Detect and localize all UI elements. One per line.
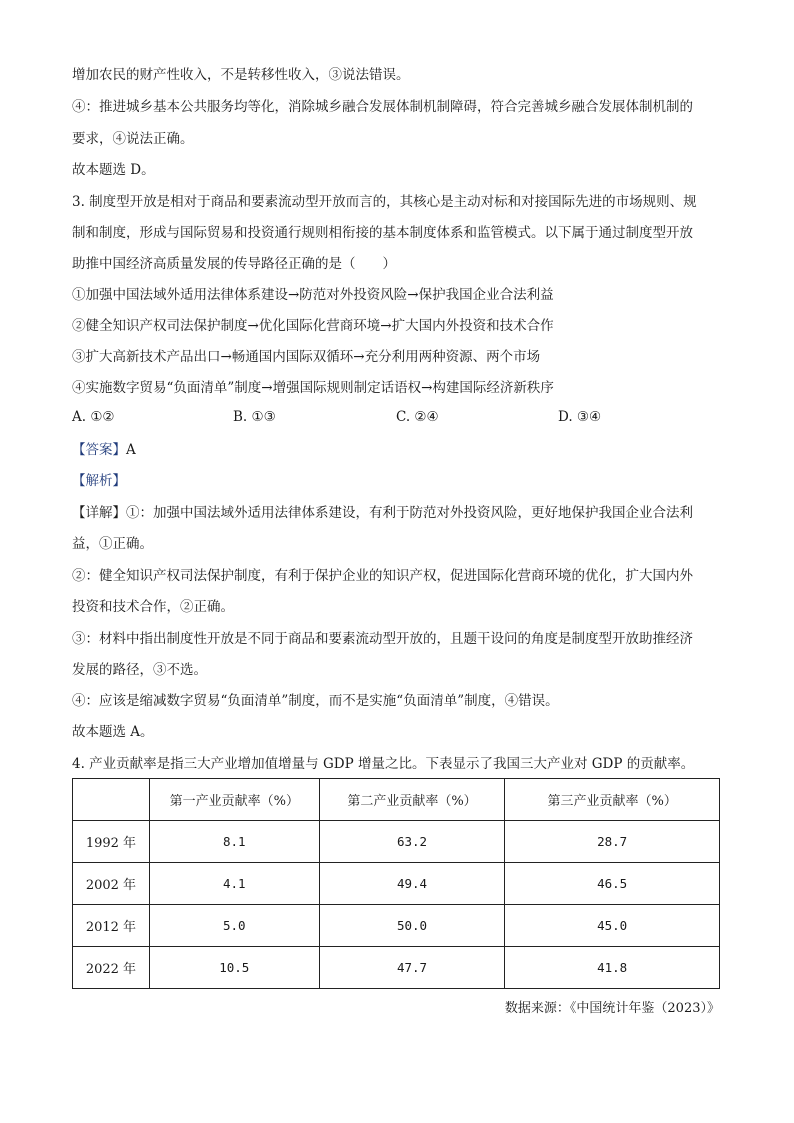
table-cell: 47.7 [319,947,505,989]
detail-line: 发展的路径，③不选。 [72,662,207,678]
table-cell: 5.0 [149,905,319,947]
detail-line: ④：应该是缩减数字贸易“负面清单”制度，而不是实施“负面清单”制度，④错误。 [72,693,559,709]
question-4-stem: 4. 产业贡献率是指三大产业增加值增量与 GDP 增量之比。下表显示了我国三大产业对 GDP 的贡献率。 [72,756,695,772]
table-header-row [73,779,720,821]
detail-line: ③：材料中指出制度性开放是不同于商品和要素流动型开放的，且题干设问的角度是制度型开放助推经济 [72,631,693,647]
year-cell: 2022 年 [73,947,150,989]
statement-3: ③扩大高新技术产品出口→畅通国内国际双循环→充分利用两种资源、两个市场 [72,349,541,365]
table-cell: 4.1 [149,863,319,905]
table-header-cell: 第三产业贡献率（%） [505,779,720,821]
table-cell: 10.5 [149,947,319,989]
statement-4: ④实施数字贸易“负面清单”制度→增强国际规则制定话语权→构建国际经济新秩序 [72,380,554,396]
detail-tag: 【详解】 [72,505,126,521]
table-cell: 50.0 [319,905,505,947]
data-source-note: 数据来源：《中国统计年鉴（2023）》 [504,1001,720,1016]
table-header-cell: 第一产业贡献率（%） [149,779,319,821]
option-d: D. ③④ [558,409,602,425]
table-cell: 46.5 [505,863,720,905]
option-c: C. ②④ [396,409,439,425]
option-a: A. ①② [72,409,115,425]
text-line: ④：推进城乡基本公共服务均等化，消除城乡融合发展体制机制障碍，符合完善城乡融合发展体制机制的 [72,99,693,115]
conclusion-line: 故本题选 D。 [72,162,155,178]
detail-line: ②：健全知识产权司法保护制度，有利于保护企业的知识产权，促进国际化营商环境的优化，扩大国内外 [72,568,693,584]
text-line: 要求，④说法正确。 [72,131,194,147]
question-3-stem: 制和制度，形成与国际贸易和投资通行规则相衔接的基本制度体系和监管模式。以下属于通过制度型开放 [72,225,693,241]
year-cell: 2002 年 [73,863,150,905]
table-row [73,947,720,989]
detail-line: 投资和技术合作，②正确。 [72,599,234,615]
analysis-tag: 【解析】 [72,473,126,489]
table-header-cell [73,779,150,821]
table-cell: 8.1 [149,821,319,863]
table-row [73,821,720,863]
answer-options [72,409,732,429]
statement-1: ①加强中国法域外适用法律体系建设→防范对外投资风险→保护我国企业合法利益 [72,287,554,303]
table-cell: 28.7 [505,821,720,863]
question-3-stem: 3. 制度型开放是相对于商品和要素流动型开放而言的，其核心是主动对标和对接国际先进的市场规则、规 [72,194,697,210]
year-cell: 2012 年 [73,905,150,947]
table-cell: 45.0 [505,905,720,947]
conclusion-line: 故本题选 A。 [72,724,154,740]
answer-tag: 【答案】 [72,442,126,458]
text-line: 增加农民的财产性收入，不是转移性收入，③说法错误。 [72,67,410,83]
table-cell: 49.4 [319,863,505,905]
option-b: B. ①③ [233,409,276,425]
question-3-stem: 助推中国经济高质量发展的传导路径正确的是（ ） [72,256,396,272]
year-cell: 1992 年 [73,821,150,863]
statement-2: ②健全知识产权司法保护制度→优化国际化营商环境→扩大国内外投资和技术合作 [72,318,554,334]
contribution-rate-table [72,778,720,989]
answer-line [72,440,732,460]
detail-line [72,503,732,523]
analysis-line [72,471,732,491]
detail-text: ①：加强中国法域外适用法律体系建设，有利于防范对外投资风险，更好地保护我国企业合法利 [126,505,693,521]
answer-value: A [126,442,136,458]
table-row [73,905,720,947]
table-row [73,863,720,905]
table-header-cell: 第二产业贡献率（%） [319,779,505,821]
table-cell: 41.8 [505,947,720,989]
table-cell: 63.2 [319,821,505,863]
detail-line: 益，①正确。 [72,536,153,552]
